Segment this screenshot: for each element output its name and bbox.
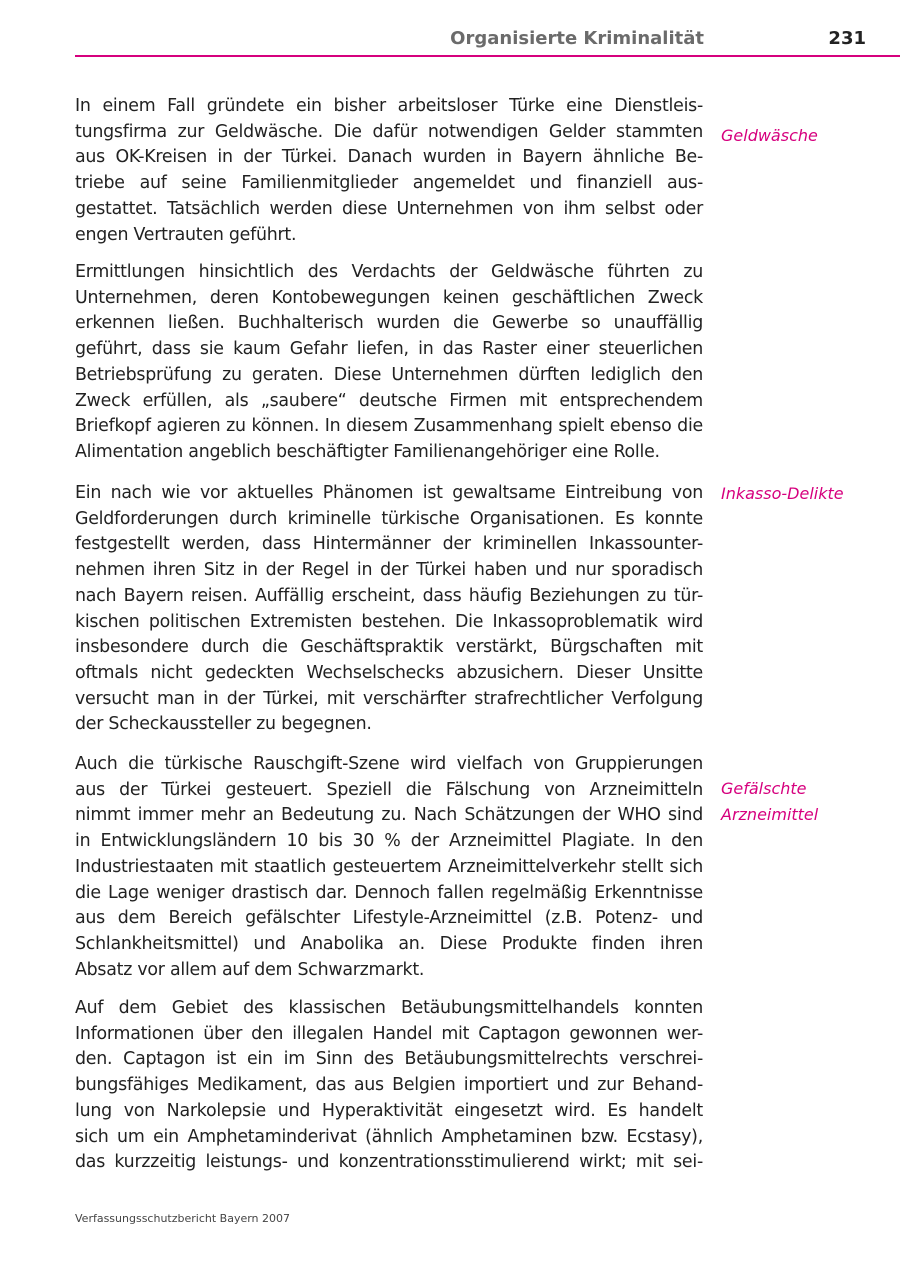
margin-note-text: Arzneimittel <box>721 805 819 824</box>
text-line: Absatz vor allem auf dem Schwarzmarkt. <box>75 959 425 980</box>
text-line: die Lage weniger drastisch dar. Dennoch fallen regelmäßig Erkenntnisse <box>75 882 703 903</box>
text-line: In einem Fall gründete ein bisher arbeitsloser Türke eine Dienstleis- <box>75 96 703 116</box>
text-line: Auf dem Gebiet des klassischen Betäubungsmittelhandels konnten <box>75 998 703 1018</box>
text-line: versucht man in der Türkei, mit verschärfter strafrechtlicher Verfolgung <box>75 688 703 709</box>
text-line: nehmen ihren Sitz in der Regel in der Türkei haben und nur sporadisch <box>75 560 703 581</box>
page-footer: Verfassungsschutzbericht Bayern 2007 <box>75 1212 291 1225</box>
paragraph-arzneimittel <box>75 752 703 983</box>
text-line: nimmt immer mehr an Bedeutung zu. Nach Schätzungen der WHO sind <box>75 805 703 826</box>
text-line: gestattet. Tatsächlich werden diese Unternehmen von ihm selbst oder <box>75 198 703 219</box>
text-line: kischen politischen Extremisten bestehen. Die Inkassoproblematik wird <box>75 611 703 632</box>
text-line: insbesondere durch die Geschäftspraktik verstärkt, Bürgschaften mit <box>75 637 703 658</box>
text-line: aus dem Bereich gefälschter Lifestyle-Arzneimittel (z.B. Potenz- und <box>75 908 703 929</box>
text-line: triebe auf seine Familienmitglieder angemeldet und finanziell aus- <box>75 173 703 194</box>
text-line: erkennen ließen. Buchhalterisch wurden die Gewerbe so unauffällig <box>75 313 703 334</box>
paragraph-captagon <box>75 996 703 1176</box>
margin-note-text: Geldwäsche <box>721 126 818 145</box>
text-line: aus der Türkei gesteuert. Speziell die Fälschung von Arzneimitteln <box>75 779 703 800</box>
text-line: den. Captagon ist ein im Sinn des Betäubungsmittelrechts verschrei- <box>75 1049 703 1070</box>
text-line: aus OK-Kreisen in der Türkei. Danach wurden in Bayern ähnliche Be- <box>75 147 703 168</box>
text-line: in Entwicklungsländern 10 bis 30 % der Arzneimittel Plagiate. In den <box>75 831 703 852</box>
paragraph-ermittlungen <box>75 260 703 466</box>
text-line: das kurzzeitig leistungs- und konzentrationsstimulierend wirkt; mit sei- <box>75 1152 703 1173</box>
text-line: Informationen über den illegalen Handel mit Captagon gewonnen wer- <box>75 1023 703 1044</box>
text-line: Unternehmen, deren Kontobewegungen keinen geschäftlichen Zweck <box>75 287 703 308</box>
paragraph-geldwaesche-fall <box>75 94 703 248</box>
running-header-title: Organisierte Kriminalität <box>450 28 704 49</box>
text-line: sich um ein Amphetaminderivat (ähnlich Amphetaminen bzw. Ecstasy), <box>75 1126 703 1147</box>
margin-note-text: Inkasso-Delikte <box>721 484 844 503</box>
text-line: bungsfähiges Medikament, das aus Belgien importiert und zur Behand- <box>75 1075 703 1096</box>
margin-note-geldwaesche <box>721 123 896 149</box>
text-line: Geldforderungen durch kriminelle türkische Organisationen. Es konnte <box>75 508 703 529</box>
text-line: geführt, dass sie kaum Gefahr liefen, in das Raster einer steuerlichen <box>75 339 703 360</box>
text-line: Schlankheitsmittel) und Anabolika an. Diese Produkte finden ihren <box>75 933 703 954</box>
text-line: Betriebsprüfung zu geraten. Diese Unternehmen dürften lediglich den <box>75 364 703 385</box>
margin-note-text: Gefälschte <box>721 779 807 798</box>
text-line: oftmals nicht gedeckten Wechselschecks abzusichern. Dieser Unsitte <box>75 662 703 683</box>
text-line: Industriestaaten mit staatlich gesteuertem Arzneimittelverkehr stellt sich <box>75 856 703 877</box>
paragraph-inkasso <box>75 481 703 738</box>
text-line: engen Vertrauten geführt. <box>75 224 297 245</box>
text-line: tungsfirma zur Geldwäsche. Die dafür notwendigen Gelder stammten <box>75 121 703 142</box>
text-line: der Scheckaussteller zu begegnen. <box>75 714 372 735</box>
text-line: Ein nach wie vor aktuelles Phänomen ist gewaltsame Eintreibung von <box>75 483 703 503</box>
text-line: Ermittlungen hinsichtlich des Verdachts der Geldwäsche führten zu <box>75 262 703 282</box>
text-line: lung von Narkolepsie und Hyperaktivität eingesetzt wird. Es handelt <box>75 1100 703 1121</box>
margin-note-inkasso <box>721 481 896 507</box>
text-line: Zweck erfüllen, als „saubere“ deutsche Firmen mit entsprechendem <box>75 390 703 411</box>
header-rule <box>75 55 900 57</box>
text-line: Briefkopf agieren zu können. In diesem Zusammenhang spielt ebenso die <box>75 416 703 437</box>
text-line: festgestellt werden, dass Hintermänner der kriminellen Inkassounter- <box>75 534 703 555</box>
text-line: Auch die türkische Rauschgift-Szene wird vielfach von Gruppierungen <box>75 754 703 774</box>
text-line: nach Bayern reisen. Auffällig erscheint, dass häufig Beziehungen zu tür- <box>75 585 703 606</box>
text-line: Alimentation angeblich beschäftigter Familienangehöriger eine Rolle. <box>75 441 660 462</box>
page-number: 231 <box>828 28 866 49</box>
margin-note-arzneimittel <box>721 776 896 828</box>
